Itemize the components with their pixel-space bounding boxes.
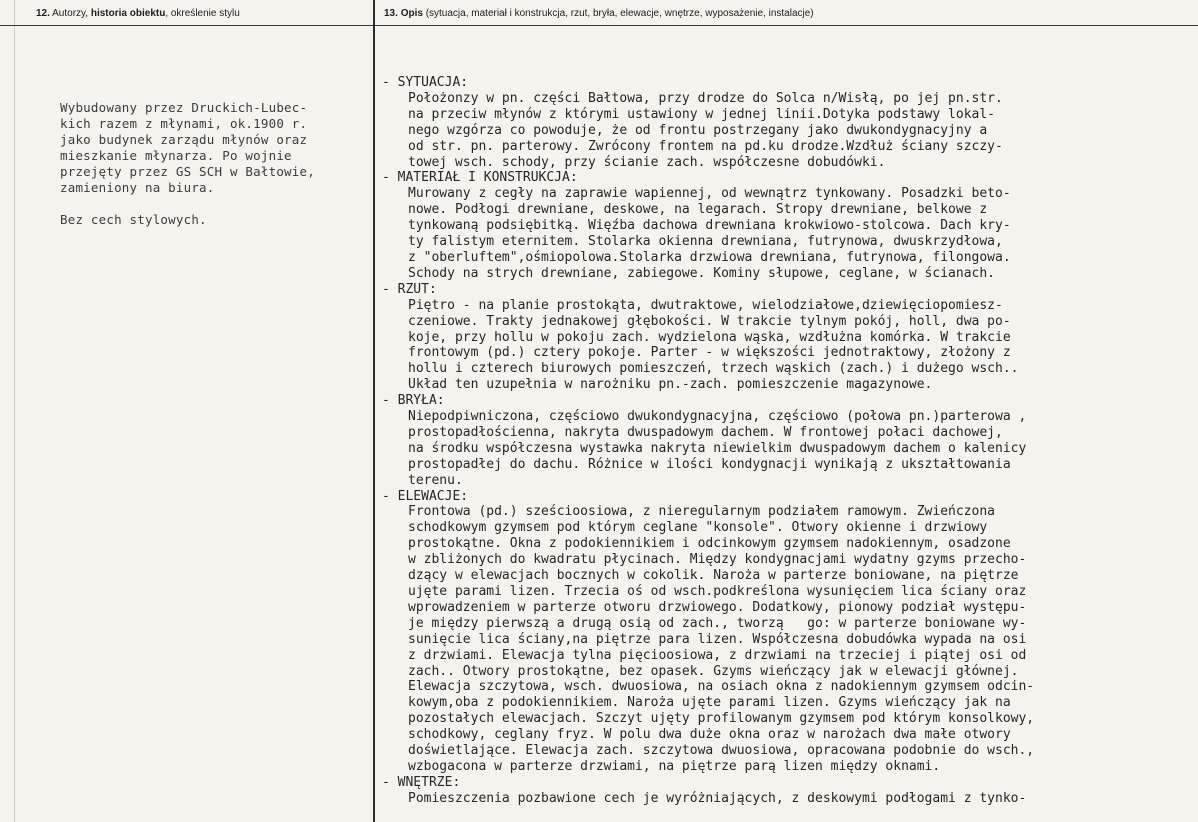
section-line: z "oberluftem",ośmiopolowa.Stolarka drzwiowa drewniana, futrynowa, filongowa.: [408, 249, 1011, 265]
section-line: Niepodpiwniczona, częściowo dwukondygnacyjna, częściowo (połowa pn.)parterowa ,: [408, 409, 1027, 425]
section-line: prostopadłej do dachu. Różnice w ilości kondygnacji wynikają z ukształtowania: [408, 456, 1011, 472]
section-line: Pomieszczenia pozbawione cech je wyróżniających, z deskowymi podłogami z tynko-: [408, 790, 1027, 806]
history-line: jako budynek zarządu młynów oraz: [60, 132, 308, 147]
section-line: frontowym (pd.) cztery pokoje. Parter - w większości jednotraktowy, złożony z: [408, 345, 1011, 361]
section-line: na środku współczesna wystawka nakryta niewielkim dwuspadowym dachem o kalenicy: [408, 440, 1027, 456]
section-line: sunięcie lica ściany,na piętrze para lizen. Współczesna dobudówka wypada na osi: [408, 631, 1027, 647]
section-line: zach.. Otwory prostokątne, bez opasek. Gzyms wieńczący jak w elewacji głównej.: [408, 663, 1019, 679]
field-12-header: [36, 8, 240, 19]
section-line: dzący w elewacjach bocznych w cokolik. Naroża w parterze boniowane, na piętrze: [408, 568, 1019, 584]
field-13-label-post: (sytuacja, materiał i konstrukcja, rzut, bryła, elewacje, wnętrze, wyposażenie, instalacje): [422, 8, 814, 19]
field-12-number: 12.: [36, 8, 50, 19]
history-line: kich razem z młynami, ok.1900 r.: [60, 116, 308, 131]
history-line: Wybudowany przez Druckich-Lubec-: [60, 100, 308, 115]
section-line: wzbogacona w parterze drzwiami, na piętrze parą lizen między oknami.: [408, 758, 941, 774]
field-12-label-post: , określenie stylu: [165, 8, 240, 19]
section-line: prostopadłościenna, nakryta dwuspadowym dachem. W frontowej połaci dachowej,: [408, 424, 1003, 440]
section-line: czeniowe. Trakty jednakowej głębokości. W trakcie tylnym pokój, holl, dwa po-: [408, 313, 1011, 329]
section-title: - MATERIAŁ I KONSTRUKCJA:: [382, 170, 578, 186]
history-text: [60, 100, 370, 228]
style-note: Bez cech stylowych.: [60, 212, 207, 227]
section-line: Schody na strych drewniane, zabiegowe. Kominy słupowe, ceglane, w ścianach.: [408, 265, 995, 281]
description-section: [382, 170, 1194, 281]
description-section: [382, 489, 1194, 775]
description-section: [382, 393, 1194, 488]
section-title: - WNĘTRZE:: [382, 774, 461, 790]
section-line: ujęte parami lizen. Trzecia oś od wsch.podkreślona wysunięciem lica ściany oraz: [408, 584, 1027, 599]
page-edge-line: [14, 0, 15, 822]
section-line: tynkowaną podsiębitką. Więźba dachowa drewniana krokwiowo-stolcowa. Dach kry-: [408, 218, 1011, 234]
section-line: Położonzy w pn. części Bałtowa, przy drodze do Solca n/Wisłą, po jej pn.str.: [408, 90, 1003, 106]
section-line: nego wzgórza co powoduje, że od frontu postrzegany jako dwukondygnacyjny a: [408, 122, 988, 138]
description-text: [382, 75, 1194, 807]
section-line: Murowany z cegły na zaprawie wapiennej, od wewnątrz tynkowany. Posadzki beto-: [408, 186, 1011, 202]
section-title: - BRYŁA:: [382, 393, 445, 409]
history-line: zamieniony na biura.: [60, 180, 215, 195]
history-line: mieszkanie młynarza. Po wojnie: [60, 148, 292, 163]
section-line: hollu i czterech biurowych pomieszczeń, trzech wąskich (zach.) i dużego wsch..: [408, 361, 1019, 377]
description-section: [382, 282, 1194, 393]
history-line: przejęty przez GS SCH w Bałtowie,: [60, 164, 315, 179]
column-divider: [373, 0, 375, 822]
section-line: Piętro - na planie prostokąta, dwutraktowe, wielodziałowe,dziewięciopomiesz-: [408, 297, 1003, 313]
section-title: - ELEWACJE:: [382, 488, 469, 504]
section-line: towej wsch. schody, przy ścianie zach. współczesne dobudówki.: [408, 154, 886, 170]
section-line: prostokątne. Okna z podokiennikiem i odcinkowym gzymsem nadokiennym, osadzone: [408, 536, 1011, 552]
section-title: - SYTUACJA:: [382, 75, 469, 90]
header-rule: [0, 25, 1198, 26]
section-line: schodkowy, ceglany fryz. W polu dwa duże okna oraz w narożach dwa małe otwory: [408, 727, 1011, 743]
description-section: [382, 775, 1194, 807]
section-line: z drzwiami. Elewacja tylna pięcioosiowa, z drzwiami na trzeciej i piątej osi od: [408, 647, 1027, 663]
field-12-label-bold: historia obiektu: [90, 8, 166, 19]
description-section: [382, 75, 1194, 170]
section-line: je między pierwszą a drugą osią od zach., tworzą go: w parterze boniowane wy-: [408, 615, 1027, 631]
section-line: od str. pn. parterowy. Zwrócony frontem na pd.ku drodze.Wzdłuż ściany szczy-: [408, 138, 1003, 154]
section-line: ty falistym eternitem. Stolarka okienna drewniana, futrynowa, dwuskrzydłowa,: [408, 234, 1003, 250]
field-12-label-pre: Autorzy,: [52, 8, 91, 19]
section-line: doświetlające. Elewacja zach. szczytowa dwuosiowa, opracowana podobnie do wsch.,: [408, 743, 1035, 759]
section-line: w zbliżonych do kwadratu płycinach. Między kondygnacjami wydatny gzyms przecho-: [408, 552, 1027, 568]
section-line: na przeciw młynów z którymi ustawiony w jednej linii.Dotyka podstawy lokal-: [408, 106, 995, 122]
section-line: wprowadzeniem w parterze otworu drzwiowego. Dodatkowy, pionowy podział występu-: [408, 599, 1027, 615]
field-13-header: [384, 8, 814, 19]
section-line: Frontowa (pd.) sześcioosiowa, z nieregularnym podziałem ramowym. Zwieńczona: [408, 504, 995, 520]
section-line: schodkowym gzymsem pod którym ceglane "konsole". Otwory okienne i drzwiowy: [408, 520, 988, 536]
section-line: kowym,oba z podokiennikiem. Naroża ujęte parami lizen. Gzyms wieńczący jak na: [408, 695, 1011, 711]
section-line: koje, przy hollu w pokoju zach. wydzielona wąska, wzdłużna komórka. W trakcie: [408, 329, 1011, 345]
section-line: terenu.: [408, 472, 463, 488]
section-line: Elewacja szczytowa, wsch. dwuosiowa, na osiach okna z nadokiennym gzymsem odcin-: [408, 679, 1035, 695]
section-line: Układ ten uzupełnia w narożniku pn.-zach. pomieszczenie magazynowe.: [408, 377, 933, 393]
section-line: nowe. Podłogi drewniane, deskowe, na legarach. Stropy drewniane, belkowe z: [408, 202, 988, 218]
field-13-number: 13.: [384, 8, 398, 19]
section-line: pozostałych elewacjach. Szczyt ujęty profilowanym gzymsem pod którym konsolkowy,: [408, 711, 1035, 727]
field-13-label-bold: Opis: [400, 8, 423, 19]
section-title: - RZUT:: [382, 281, 437, 297]
